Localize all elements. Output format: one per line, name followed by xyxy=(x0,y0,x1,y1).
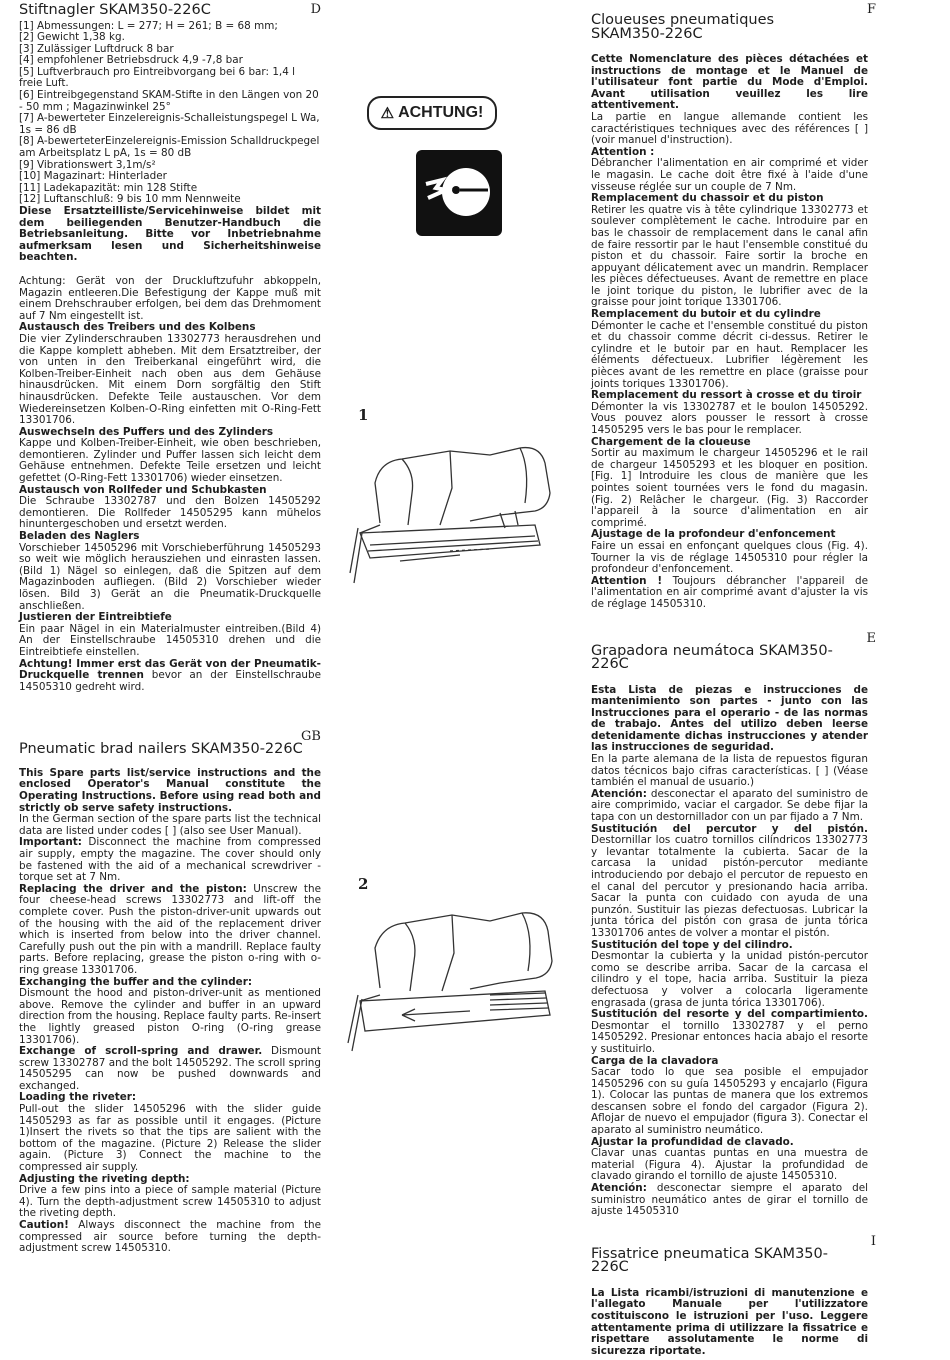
warning-text: Gerät von der Druckluftzufuhr abkoppeln, Magazin entleeren.Die Befestigung der Kappe muß mit einem Drehschrauber erfolgen, bei dem das Drehmoment auf 7 Nm eingestellt ist. xyxy=(19,274,321,322)
subheading: Sustitución del tope y del cilindro. xyxy=(591,938,793,951)
subheading: Exchanging the buffer and the cylinder: xyxy=(19,975,252,988)
language-code: F xyxy=(866,2,876,17)
right-column xyxy=(591,2,876,1357)
nailer-figure-1-icon xyxy=(340,433,570,603)
subheading: Remplacement du ressort à crosse et du tiroir xyxy=(591,389,862,402)
subheading: Austausch von Rollfeder und Schubkasten xyxy=(19,483,267,496)
paragraph: Dismount the hood and piston-driver-unit as mentioned above. Remove the cylinder and buffer in an upward direction from the housing. Replace faulty parts. Re-insert the lightly greased piston O-ring (O-ring grease 13301706). xyxy=(19,987,321,1046)
paragraph: Pull-out the slider 14505296 with the slider guide 14505293 as far as possible until it engages. (Picture 1)Insert the rivets so that the tips are salient with the bottom of the magazine. (Picture 2) Release the slider again. (Picture 3) Connect the machine to the compressed air supply. xyxy=(19,1103,321,1174)
paragraph: Faire un essai en enfonçant quelques clous (Fig. 4). Tourner la vis de réglage 14505310 pour régler la profondeur d'enfoncement. xyxy=(591,539,868,576)
spec-line: [5] Luftverbrauch pro Eintreibvorgang bei 6 bar: 1,4 l freie Luft. xyxy=(19,65,296,90)
warning-text: desconectar siempre el aparato del suministro neumático antes de girar el tornillo de ajuste 14505310 xyxy=(591,1182,868,1218)
paragraph xyxy=(19,1220,321,1255)
language-code: GB xyxy=(301,729,321,745)
section-title: Grapadora neumátoca SKAM350-226C xyxy=(591,642,833,672)
paragraph xyxy=(19,659,321,694)
warning-label: Attention : xyxy=(591,145,655,158)
paragraph: Démonter la vis 13302787 et le boulon 14505292. Vous pouvez alors pousser le ressort à crosse 14505295 vers le bas pour le remplacer. xyxy=(591,400,868,436)
section-english xyxy=(19,731,321,1254)
warning-label: Attention ! xyxy=(591,574,663,587)
intro-text: Esta Lista de piezas e instrucciones de mantenimiento son partes - junto con las Instrucciones para el operario - de las normas de trabajo. Antes del utilizo deben leerse detenidamente dichas instrucciones y atender las instrucciones de seguridad. xyxy=(591,683,868,754)
spec-line: [6] Eintreibgegenstand SKAM-Stifte in den Längen von 20 - 50 mm ; Magazinwinkel 25° xyxy=(19,89,319,113)
paragraph: Die vier Zylinderschrauben 13302773 herausdrehen und die Kappe komplett abheben. Mit dem Ersatztreiber, der von unten in den Treiberkanal eingeführt wird, die Kolben-Treiber-Einheit nach oben aus dem Gehäuse hinausdrücken. Mit einem Dorn sorgfältig den Stift hinausdrücken. Defekte Teile austauschen. Vor dem Wiedereinsetzen Kolben-O-Ring einfetten mit O-Ring-Fett 13301706. xyxy=(19,332,321,427)
language-code: E xyxy=(866,630,876,646)
paragraph: Sortir au maximum le chargeur 14505296 et le rail de chargeur 14505293 et les bloquer en position. [Fig. 1] Introduire les clous de manière que les pointes soient tournées vers le fond du magasin. (Fig. 2) Relâcher le chargeur. (Fig. 3) Raccorder l'appareil à la source d'alimentation en air comprimé. xyxy=(591,447,868,529)
spacer xyxy=(591,611,868,633)
paragraph: Vorschieber 14505296 mit Vorschieberführung 14505293 so weit wie möglich herausziehen und einrasten lassen. (Bild 1) Nägel so einlegen, daß die Spitzen auf dem Magazinboden aufliegen. (Bild 2) Vorschieber wieder lösen. Bild 3) Gerät an die Pneumatik-Druckquelle anschließen. xyxy=(19,541,321,612)
paragraph: Retirer les quatre vis à tête cylindrique 13302773 et soulever complètement le cache. Introduire par en bas le chassoir de remplacement dans le canal afin de faire ressortir par le haut l'ensemble constitué du piston et du chassoir. Faire sortir la broche en appuyant délicatement avec un mandrin. Remplacer les pièces défectueuses. Avant de remettre en place le joint torique du piston, le lubrifier avec de la graisse pour joint torique 13301706. xyxy=(591,203,868,309)
section-title: Stiftnagler SKAM350-226C xyxy=(19,2,211,18)
paragraph xyxy=(591,1009,868,1055)
spec-line: [1] Abmessungen: L = 277; H = 261; B = 68 mm; xyxy=(19,19,278,32)
subheading: Carga de la clavadora xyxy=(591,1054,719,1067)
intro-text: Cette Nomenclature des pièces détachées et instructions de montage et le Manuel de l'utilisateur font partie du Mode d'Emploi. Avant utilisation veuillez les lire attentivement. xyxy=(591,53,868,112)
warning-badge xyxy=(367,96,497,130)
spacer xyxy=(591,675,868,685)
spacer xyxy=(591,1218,868,1236)
paragraph: Die Schraube 13302787 und den Bolzen 14505292 demontieren. Die Rollfeder 14505295 kann mühelos hinuntergeschoben und ersetzt werden. xyxy=(19,495,321,531)
spec-line: [9] Vibrationswert 3,1m/s² xyxy=(19,158,156,171)
warning-text: Disconnect the machine from compressed air supply, empty the magazine. The cover should only be fastened with the aid of a mechanical screwdriver - torque set at 7 Nm. xyxy=(19,836,321,884)
paragraph xyxy=(19,276,321,322)
warning-triangle-icon: ⚠ xyxy=(380,105,395,122)
spec-line: [12] Luftanschluß: 9 bis 10 mm Nennweite xyxy=(19,193,241,206)
paragraph-text: Dismount screw 13302787 and the bolt 14505292. The scroll spring 14505295 can now be pushed downwards and exchanged. xyxy=(19,1045,321,1092)
paragraph: Kappe und Kolben-Treiber-Einheit, wie oben beschrieben, demontieren. Zylinder und Puffer lassen sich leicht dem Gehäuse entnehmen. Defekte Teile ersetzen und leicht gefettet (O-Ring-Fett 13301706) wieder einsetzen. xyxy=(19,437,321,485)
paragraph xyxy=(19,884,321,977)
subheading: Remplacement du butoir et du cylindre xyxy=(591,308,821,321)
spec-line: [4] empfohlener Betriebsdruck 4,9 -7,8 bar xyxy=(19,54,243,67)
paragraph-text: Desmontar el tornillo 13302787 y el perno 14505292. Presionar entonces hacia abajo el resorte y sustituirlo. xyxy=(591,1019,868,1055)
section-title: Fissatrice pneumatica SKAM350-226C xyxy=(591,1245,828,1276)
paragraph xyxy=(591,1183,868,1218)
warning-label: Important: xyxy=(19,836,82,849)
spec-line: [7] A-bewerteter Einzelereignis-Schalleistungspegel L Wa, 1s = 86 dB xyxy=(19,112,320,136)
paragraph xyxy=(19,1046,321,1092)
warning-text: Always disconnect the machine from the compressed air source before turning the depth-adjustment screw 14505310. xyxy=(19,1219,321,1255)
nailer-figure-2-icon xyxy=(340,903,570,1073)
paragraph xyxy=(19,837,321,883)
subheading: Exchange of scroll-spring and drawer. xyxy=(19,1045,263,1058)
language-code: I xyxy=(870,1233,876,1249)
subheading: Beladen des Naglers xyxy=(19,530,140,543)
paragraph: Sacar todo lo que sea posible el empujador 14505296 con su guía 14505293 y encajarlo (Figura 1). Colocar las puntas de manera que los extremos descansen sobre el fondo del cargador (Figura 2). Aflojar de nuevo el empujador (figura 3). Conectar el aparato al suministro neumático. xyxy=(591,1066,868,1137)
warning-label: Caution! xyxy=(19,1219,69,1231)
figure-number: 2 xyxy=(358,875,369,893)
warning-label: Atención: xyxy=(591,787,647,800)
subheading: Ajustage de la profondeur d'enfoncement xyxy=(591,528,836,541)
subheading: Austausch des Treibers und des Kolbens xyxy=(19,321,256,334)
spec-line: [11] Ladekapazität: min 128 Stifte xyxy=(19,181,198,194)
paragraph: En la parte alemana de la lista de repuestos figuran datos técnicos bajo cifras características. [ ] (Véase también el manual de usuario.) xyxy=(591,753,868,789)
subheading: Remplacement du chassoir et du piston xyxy=(591,192,824,205)
warning-label: Atención: xyxy=(591,1182,647,1195)
paragraph-text: Unscrew the four cheese-head screws 13302773 and lift-off the complete cover. Push the piston-driver-unit upwards out of the housing with the aid of the replacement driver which is inserted from below into the driver channel. Carefully push out the pin with a mandrill. Replace faulty parts. Before replacing, grease the piston o-ring with o-ring grease 13301706. xyxy=(19,882,321,976)
section-title: Cloueuses pneumatiques SKAM350-226C xyxy=(591,12,775,42)
paragraph-text: Destornillar los cuatro tornillos cilíndricos 13302773 y levantar totalmente la cubierta. Sacar de la carcasa la unidad pistón-percutor mediante introduciendo por debajo el percutor de repuesto en el canal del percutor y presionando hacia arriba. Sacar la punta con cuidado con ayuda de una punzón. Sustituir las piezas defectuosas. Lubricar la junta tórica del pistón con grasa de junta tórica 13301706 antes de volver a montar el pistón. xyxy=(591,834,868,939)
spec-line: [8] A-bewerteterEinzelereignis-Emission Schalldruckpegel am Arbeitsplatz L pA, 1s = 80 dB xyxy=(19,135,320,160)
section-italian xyxy=(591,1233,876,1358)
subheading: Chargement de la cloueuse xyxy=(591,435,751,448)
subheading: Sustitución del percutor y del pistón. xyxy=(591,822,868,835)
warning-text: desconectar el aparato del suministro de aire comprimido, vaciar el cargador. Se debe fijar la tapa con un destornillador con un par fijado a 7 Nm. xyxy=(591,787,868,824)
intro-text: Diese Ersatzteilliste/Servicehinweise bildet mit dem beiliegenden Benutzer-Handbuch die Betriebsanleitung. Bitte vor Inbetriebnahme aufmerksam lesen und Sicherheitshinweise beachten. xyxy=(19,205,321,264)
paragraph: La partie en langue allemande contient les caractéristiques techniques avec des références [ ] (voir manuel d'instruction). xyxy=(591,110,868,147)
subheading: Sustitución del resorte y del compartimiento. xyxy=(591,1008,868,1021)
warning-label: Achtung: xyxy=(19,274,66,287)
subheading: Loading the riveter: xyxy=(19,1091,137,1104)
warning-text: bevor an der Einstellschraube 14505310 gedreht wird. xyxy=(19,669,322,693)
paragraph xyxy=(591,824,868,940)
subheading: Ajustar la profundidad de clavado. xyxy=(591,1135,794,1148)
section-french xyxy=(591,2,876,611)
subheading: Adjusting the riveting depth: xyxy=(19,1172,190,1185)
warning-label: Achtung! Immer erst das Gerät von der Pneumatik-Druckquelle trennen xyxy=(19,657,321,682)
paragraph: In the German section of the spare parts list the technical data are listed under codes [ ] (also see User Manual). xyxy=(19,813,321,837)
paragraph xyxy=(591,576,868,611)
paragraph: Ein paar Nägel in ein Materialmuster eintreiben.(Bild 4) An der Einstellschraube 14505310 drehen und die Eintreibtiefe einstellen. xyxy=(19,622,321,658)
figure-number: 1 xyxy=(358,406,369,424)
paragraph: Desmontar la cubierta y la unidad pistón-percutor como se describe arriba. Sacar de la carcasa el cilindro y el tope, hacia arriba. Sustituir la pieza defectuosa y volver a colocarla ligeramente engrasada (grasa de junta tórica 13301706). xyxy=(591,950,868,1009)
left-column xyxy=(19,4,321,1255)
figures-column xyxy=(340,88,570,1068)
section-spanish xyxy=(591,630,876,1218)
subheading: Replacing the driver and the piston: xyxy=(19,882,247,895)
intro-text: La Lista ricambi/istruzioni di manutenzione e l'allegato Manuale per l'utilizzatore costituiscono le istruzioni per l'uso. Leggere attentamente prima di utilizzare la fissatrice e rispettare assolutamente le norme di sicurezza riportate. xyxy=(591,1286,868,1357)
paragraph: Drive a few pins into a piece of sample material (Picture 4). Turn the depth-adjustment screw 14505310 to adjust the riveting depth. xyxy=(19,1184,321,1220)
section-title: Pneumatic brad nailers SKAM350-226C xyxy=(19,741,303,758)
warning-text: Toujours débrancher l'appareil de l'alimentation en air comprimé avant d'ajuster la vis de réglage 14505310. xyxy=(591,574,868,610)
spec-line: [3] Zulässiger Luftdruck 8 bar xyxy=(19,42,174,55)
intro-text: This Spare parts list/service instructions and the enclosed Operator's Manual constitute the Operating Instructions. Before using read both and strictly ob serve safety instructions. xyxy=(19,766,321,814)
spec-line: [10] Magazinart: Hinterlader xyxy=(19,170,167,183)
paragraph xyxy=(591,789,868,824)
language-code: D xyxy=(310,2,321,17)
spec-line: [2] Gewicht 1,38 kg. xyxy=(19,31,125,44)
paragraph: Débrancher l'alimentation en air comprimé et vider le magasin. Le cache doit être fixé à l'aide d'une visseuse réglée sur un couple de 7 Nm. xyxy=(591,157,868,193)
read-manual-icon xyxy=(416,150,502,236)
subheading: Justieren der Eintreibtiefe xyxy=(19,611,172,624)
warning-badge-label: ACHTUNG! xyxy=(398,104,484,121)
subheading: Auswechseln des Puffers und des Zylinders xyxy=(19,425,274,438)
section-german xyxy=(19,4,321,693)
paragraph: Démonter le cache et l'ensemble constitué du piston et du chassoir comme décrit ci-dessus. Retirer le cylindre et le butoir par en haut. Remplacer les éléments défectueux. Lubrifier légèrement les pièces avant de les remettre en place (graisse pour joints toriques 13301706). xyxy=(591,319,868,390)
spacer xyxy=(19,693,321,731)
paragraph: Clavar unas cuantas puntas en una muestra de material (Figura 4). Ajustar la profundidad de clavado girando el tornillo de ajuste 14505310. xyxy=(591,1147,868,1183)
